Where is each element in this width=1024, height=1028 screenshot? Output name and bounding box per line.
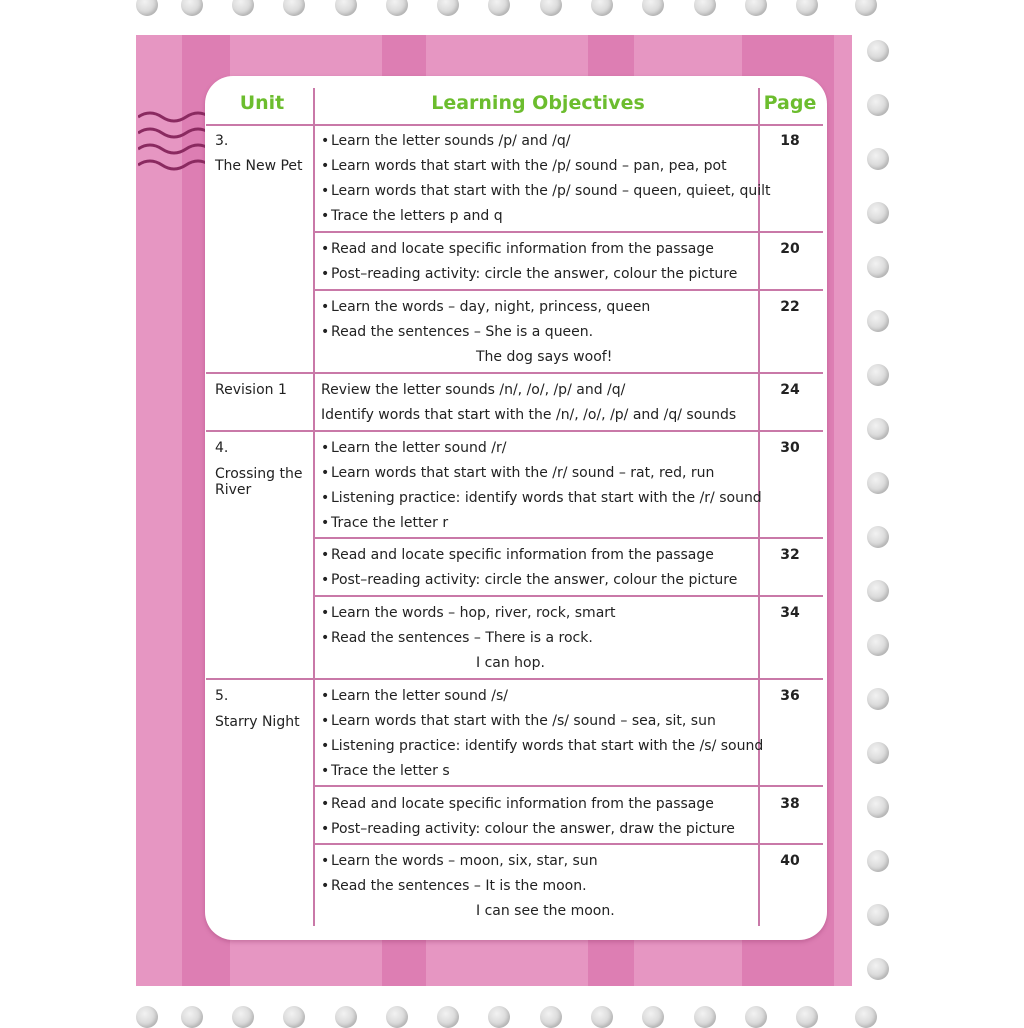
page-number: 36 [780,688,800,704]
objective-item: • Trace the letter s [321,763,450,779]
unit-title: Crossing the River [215,466,303,498]
column-divider [313,88,315,926]
row-divider [206,124,823,126]
sentence-continuation: I can see the moon. [476,903,615,919]
unit-number: 5. [215,688,229,704]
row-divider [206,678,823,680]
row-divider [313,785,823,787]
header-unit: Unit [239,92,285,114]
objective-item: • Learn words that start with the /r/ sound – rat, red, run [321,465,715,481]
objective-item: • Read the sentences – She is a queen. [321,324,594,340]
row-divider [206,430,823,432]
objective-item: • Listening practice: identify words that start with the /s/ sound [321,738,764,754]
objective-item: • Trace the letters p and q [321,208,503,224]
objective-item: • Learn the words – moon, six, star, sun [321,853,598,869]
objective-item: • Learn the words – day, night, princess, queen [321,299,651,315]
column-divider [758,88,760,926]
row-divider [313,289,823,291]
page-number: 38 [780,796,800,812]
page-number: 30 [780,440,800,456]
objective-item: • Read and locate specific information from the passage [321,796,714,812]
objective-line: Identify words that start with the /n/, /o/, /p/ and /q/ sounds [321,407,737,423]
objective-item: • Read the sentences – There is a rock. [321,630,593,646]
objective-item: • Read the sentences – It is the moon. [321,878,587,894]
page-number: 22 [780,299,800,315]
header-learning-objectives: Learning Objectives [431,92,645,114]
objective-item: • Read and locate specific information from the passage [321,241,714,257]
page-number: 18 [780,133,800,149]
sentence-continuation: The dog says woof! [476,349,613,365]
objective-item: • Learn the letter sounds /p/ and /q/ [321,133,571,149]
objective-item: • Listening practice: identify words that start with the /r/ sound [321,490,762,506]
header-page: Page [763,92,817,114]
objective-line: Review the letter sounds /n/, /o/, /p/ and /q/ [321,382,626,398]
page-number: 40 [780,853,800,869]
row-divider [313,843,823,845]
row-divider [313,595,823,597]
page-number: 32 [780,547,800,563]
objective-item: • Learn words that start with the /p/ sound – queen, quieet, quilt [321,183,771,199]
page-number: 34 [780,605,800,621]
sentence-continuation: I can hop. [476,655,545,671]
objective-item: • Trace the letter r [321,515,449,531]
row-divider [206,372,823,374]
unit-title: Starry Night [215,714,300,730]
objective-item: • Learn words that start with the /p/ sound – pan, pea, pot [321,158,727,174]
unit-number: 4. [215,440,229,456]
objective-item: • Learn the letter sound /s/ [321,688,508,704]
objective-item: • Read and locate specific information from the passage [321,547,714,563]
unit-title: Revision 1 [215,382,287,398]
row-divider [313,231,823,233]
objective-item: • Post–reading activity: circle the answer, colour the picture [321,266,738,282]
row-divider [313,537,823,539]
unit-title: The New Pet [215,158,303,174]
objective-item: • Learn the words – hop, river, rock, smart [321,605,616,621]
page-number: 24 [780,382,800,398]
page-number: 20 [780,241,800,257]
objective-item: • Post–reading activity: circle the answer, colour the picture [321,572,738,588]
objective-item: • Learn words that start with the /s/ sound – sea, sit, sun [321,713,716,729]
objective-item: • Learn the letter sound /r/ [321,440,507,456]
unit-number: 3. [215,133,229,149]
objective-item: • Post–reading activity: colour the answer, draw the picture [321,821,735,837]
